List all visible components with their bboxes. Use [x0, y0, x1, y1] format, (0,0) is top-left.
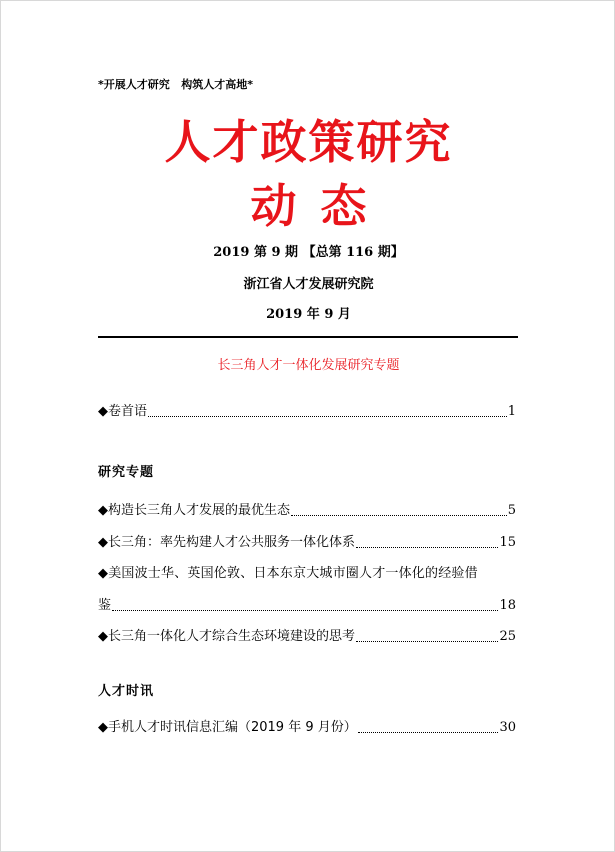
toc-entry-label: ◆长三角一体化人才综合生态环境建设的思考	[98, 629, 355, 644]
toc-entry-optimal-ecology[interactable]	[98, 502, 516, 520]
toc-entry-international-experience-line2[interactable]	[98, 597, 516, 615]
section-heading-news: 人才时讯	[98, 684, 155, 699]
toc-page-number: 18	[499, 598, 516, 613]
toc-leader-dots	[148, 416, 507, 417]
toc-leader-dots	[291, 515, 507, 516]
toc-entry-public-service[interactable]	[98, 534, 516, 552]
main-title-line1: 人才政策研究	[164, 115, 453, 169]
issue-number: 2019 第 9 期 【总第 116 期】	[213, 245, 404, 260]
section-heading-research: 研究专题	[98, 465, 155, 480]
toc-page-number: 25	[499, 629, 516, 644]
toc-entry-label: ◆长三角：率先构建人才公共服务一体化体系	[98, 535, 355, 550]
toc-entry-international-experience-line1[interactable]: ◆美国波士华、英国伦敦、日本东京大城市圈人才一体化的经验借	[98, 566, 478, 581]
toc-entry-ecological-environment[interactable]	[98, 628, 516, 646]
toc-page-number: 1	[507, 404, 516, 419]
toc-entry-label: 鉴	[98, 598, 112, 613]
toc-entry-news-compilation[interactable]	[98, 719, 516, 737]
toc-leader-dots	[356, 641, 498, 642]
main-title-line2: 动态	[250, 179, 391, 233]
toc-leader-dots	[356, 547, 498, 548]
toc-entry-label: ◆手机人才时讯信息汇编（2019 年 9 月份）	[98, 720, 357, 735]
toc-page-number: 30	[499, 720, 516, 735]
organization-name: 浙江省人才发展研究院	[243, 277, 374, 292]
toc-page-number: 15	[499, 535, 516, 550]
toc-entry-label: ◆卷首语	[98, 404, 147, 419]
header-divider	[98, 336, 518, 338]
toc-leader-dots	[358, 732, 499, 733]
special-topic-title: 长三角人才一体化发展研究专题	[217, 358, 400, 373]
toc-leader-dots	[112, 610, 498, 611]
toc-entry-label: ◆构造长三角人才发展的最优生态	[98, 503, 290, 518]
publication-date: 2019 年 9 月	[266, 307, 351, 322]
toc-entry-preface[interactable]	[98, 403, 516, 421]
toc-page-number: 5	[507, 503, 516, 518]
slogan: *开展人才研究 构筑人才高地*	[98, 78, 253, 91]
